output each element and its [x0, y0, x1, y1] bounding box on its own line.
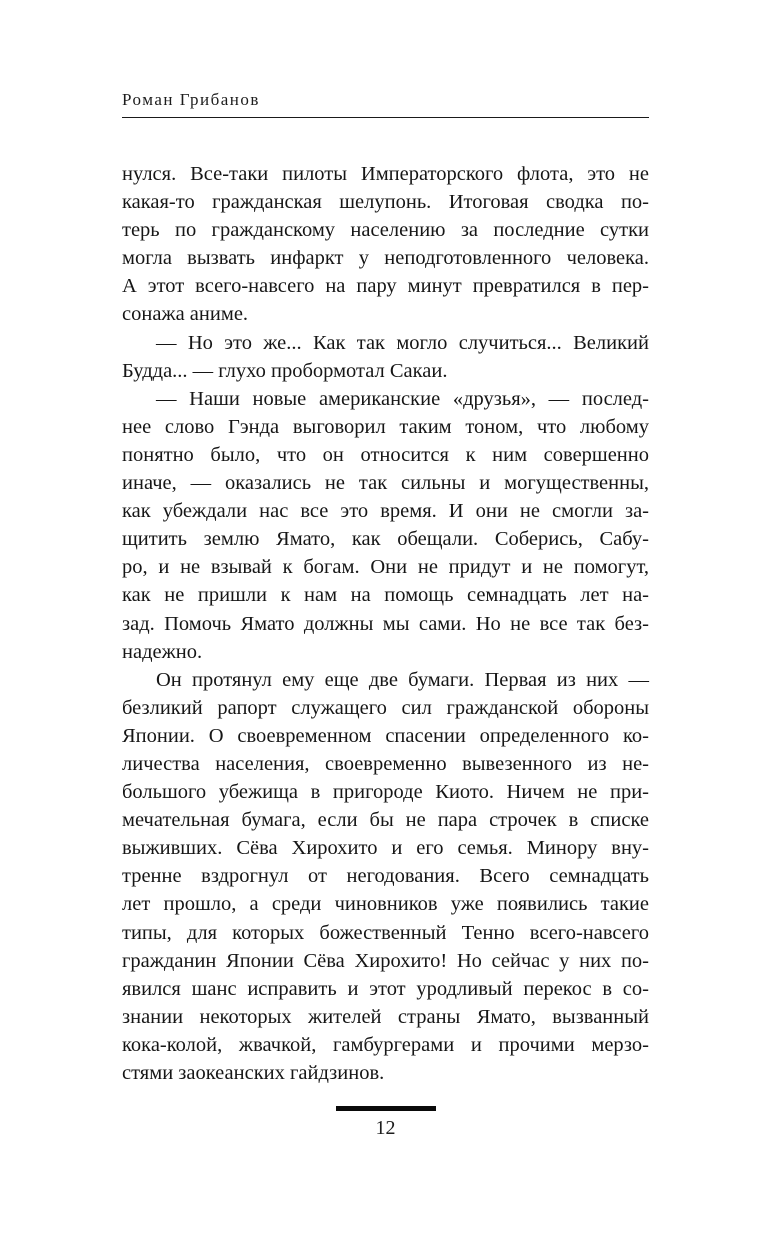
text-line: — Наши новые американские «друзья», — послед- [156, 387, 649, 410]
text-line: личества населения, своевременно вывезенного из не- [122, 752, 649, 775]
text-line: щитить землю Ямато, как обещали. Соберись, Сабу- [122, 528, 649, 551]
body-text [122, 160, 649, 1087]
text-line: Будда... — глухо пробормотал Сакаи. [122, 359, 448, 382]
text-line: могла вызвать инфаркт у неподготовленного человека. [122, 247, 649, 270]
paragraph [122, 385, 649, 666]
text-line: как не пришли к нам на помощь семнадцать лет на- [122, 584, 649, 607]
text-line: знании некоторых жителей страны Ямато, вызванный [122, 1005, 649, 1028]
text-line: как убеждали нас все это время. И они не смогли за- [122, 500, 649, 523]
text-line: типы, для которых божественный Тенно всего-навсего [122, 921, 649, 944]
text-line: явился шанс исправить и этот уродливый перекос в со- [122, 977, 649, 1000]
text-line: иначе, — оказались не так сильны и могущественны, [122, 472, 649, 495]
text-line: — Но это же... Как так могло случиться... Великий [156, 331, 649, 354]
text-line: терь по гражданскому населению за последние сутки [122, 219, 649, 242]
text-line: ро, и не взывай к богам. Они не придут и не помогут, [122, 556, 649, 579]
text-line: какая-то гражданская шелупонь. Итоговая сводка по- [122, 191, 649, 214]
header-rule [122, 117, 649, 118]
paragraph [122, 666, 649, 1087]
text-line: мечательная бумага, если бы не пара строчек в списке [122, 809, 649, 832]
paragraph [122, 160, 649, 329]
page-header [122, 90, 649, 118]
text-line: сонажа аниме. [122, 303, 249, 326]
author-header: Роман Грибанов [122, 90, 260, 109]
text-line: стями заокеанских гайдзинов. [122, 1062, 385, 1084]
page-footer [122, 1106, 649, 1140]
text-line: лет прошло, а среди чиновников уже появились такие [122, 893, 649, 916]
text-line: Японии. О своевременном спасении определенного ко- [122, 724, 649, 747]
footer-rule [336, 1106, 436, 1111]
text-line: большого убежища в пригороде Киото. Ничем не при- [122, 781, 649, 804]
page-number: 12 [375, 1117, 396, 1139]
text-line: надежно. [122, 640, 203, 663]
text-line: нее слово Гэнда выговорил таким тоном, что любому [122, 415, 649, 438]
text-line: нулся. Все-таки пилоты Императорского флота, это не [122, 163, 649, 185]
text-line: зад. Помочь Ямато должны мы сами. Но не все так без- [122, 612, 649, 635]
text-line: безликий рапорт служащего сил гражданской обороны [122, 696, 649, 719]
text-line: Он протянул ему еще две бумаги. Первая из них — [156, 668, 649, 691]
text-line: тренне вздрогнул от негодования. Всего семнадцать [122, 865, 649, 888]
paragraph [122, 329, 649, 385]
text-line: кока-колой, жвачкой, гамбургерами и прочими мерзо- [122, 1033, 649, 1056]
text-line: гражданин Японии Сёва Хирохито! Но сейчас у них по- [122, 949, 649, 972]
text-line: понятно было, что он относится к ним совершенно [122, 443, 649, 466]
text-line: выживших. Сёва Хирохито и его семья. Минору вну- [122, 837, 649, 860]
text-line: А этот всего-навсего на пару минут превратился в пер- [122, 275, 649, 298]
